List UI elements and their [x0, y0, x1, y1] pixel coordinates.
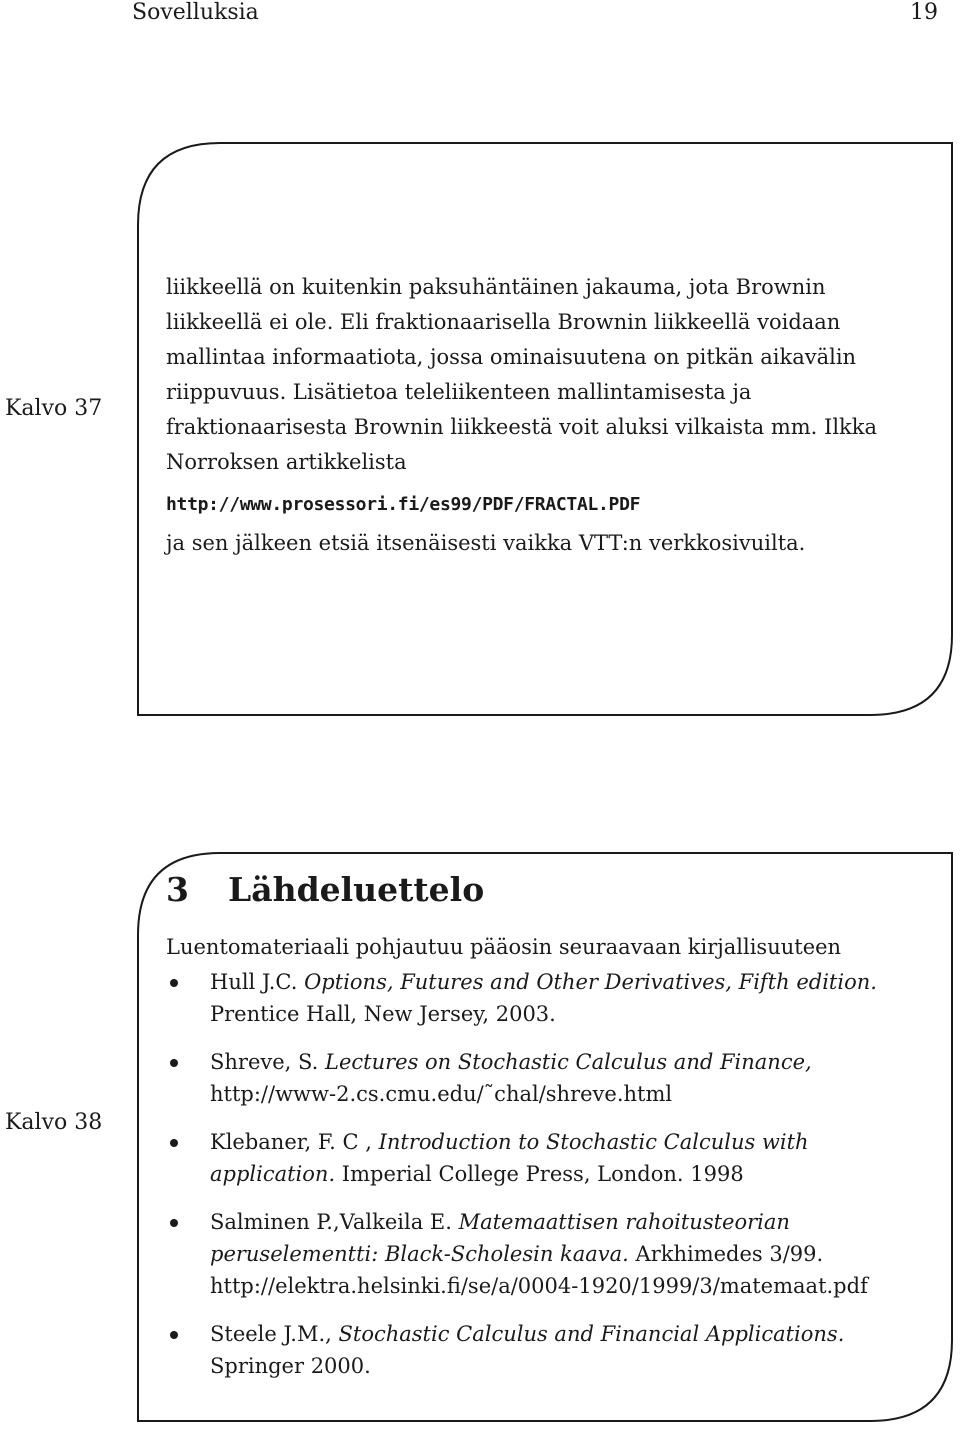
reference-text: Arkhimedes 3/99. — [628, 1242, 824, 1266]
reference-line — [210, 998, 946, 1030]
reference-item — [166, 1206, 946, 1302]
reference-text: Imperial College Press, London. 1998 — [335, 1162, 744, 1186]
reference-item — [166, 1126, 946, 1190]
page-number: 19 — [910, 0, 938, 25]
bibliography-intro: Luentomateriaali pohjautuu pääosin seuraavaan kirjallisuuteen — [166, 935, 842, 959]
section-title: Lähdeluettelo — [228, 870, 485, 909]
reference-title-text: Matemaattisen rahoitusteorian — [458, 1210, 790, 1234]
reference-line — [210, 966, 946, 998]
running-header-section: Sovelluksia — [132, 0, 259, 25]
bullet-icon — [170, 1139, 178, 1147]
reference-title-text: Introduction to Stochastic Calculus with — [378, 1130, 809, 1154]
slide-38-content — [166, 870, 946, 1398]
bullet-icon — [170, 1059, 178, 1067]
section-number: 3 — [166, 870, 189, 909]
reference-title-text: Stochastic Calculus and Financial Applications. — [338, 1322, 845, 1346]
paragraph-fbm: liikkeellä on kuitenkin paksuhäntäinen jakauma, jota Brownin liikkeellä ei ole. Eli fraktionaarisella Brownin liikkeellä voidaan mallintaa informaatiota, jossa ominaisuutena on pitkän aikavälin riippuvuus. Lisätietoa teleliikenteen mallintamisesta ja fraktionaarisesta Brownin liikkeestä voit aluksi vilkaista mm. Ilkka Norroksen artikkelista — [166, 275, 878, 474]
slide-label-37: Kalvo 37 — [5, 396, 103, 421]
reference-line — [210, 1206, 946, 1238]
reference-text: http://elektra.helsinki.fi/se/a/0004-1920/1999/3/matemaat.pdf — [210, 1274, 868, 1298]
reference-item — [166, 966, 946, 1030]
slide-label-38: Kalvo 38 — [5, 1110, 103, 1135]
fractal-pdf-link[interactable]: http://www.prosessori.fi/es99/PDF/FRACTAL.PDF — [166, 494, 641, 515]
reference-line — [210, 1046, 946, 1078]
reference-line — [210, 1318, 946, 1350]
reference-text: Hull J.C. — [210, 970, 305, 994]
bullet-icon — [170, 1219, 178, 1227]
reference-line — [210, 1238, 946, 1270]
reference-item — [166, 1318, 946, 1382]
reference-line — [210, 1078, 946, 1110]
section-heading — [166, 870, 946, 910]
slide-37-content — [166, 270, 886, 561]
closing-paragraph: ja sen jälkeen etsiä itsenäisesti vaikka VTT:n verkkosivuilta. — [166, 531, 806, 555]
reference-list — [166, 966, 946, 1382]
reference-text: Shreve, S. — [210, 1050, 326, 1074]
reference-text: Klebaner, F. C , — [210, 1130, 379, 1154]
bullet-icon — [170, 1331, 178, 1339]
reference-title-text: Lectures on Stochastic Calculus and Finance, — [325, 1050, 812, 1074]
reference-line — [210, 1270, 946, 1302]
reference-line — [210, 1126, 946, 1158]
reference-text: http://www-2.cs.cmu.edu/˜chal/shreve.html — [210, 1082, 673, 1106]
reference-title-text: Options, Futures and Other Derivatives, Fifth edition. — [304, 970, 877, 994]
reference-item — [166, 1046, 946, 1110]
reference-line — [210, 1158, 946, 1190]
reference-title-text: peruselementti: Black-Scholesin kaava. — [210, 1242, 629, 1266]
reference-text: Springer 2000. — [210, 1354, 371, 1378]
reference-title-text: application. — [210, 1162, 336, 1186]
reference-line — [210, 1350, 946, 1382]
reference-text: Salminen P.,Valkeila E. — [210, 1210, 459, 1234]
reference-text: Steele J.M., — [210, 1322, 339, 1346]
reference-text: Prentice Hall, New Jersey, 2003. — [210, 1002, 556, 1026]
bullet-icon — [170, 979, 178, 987]
